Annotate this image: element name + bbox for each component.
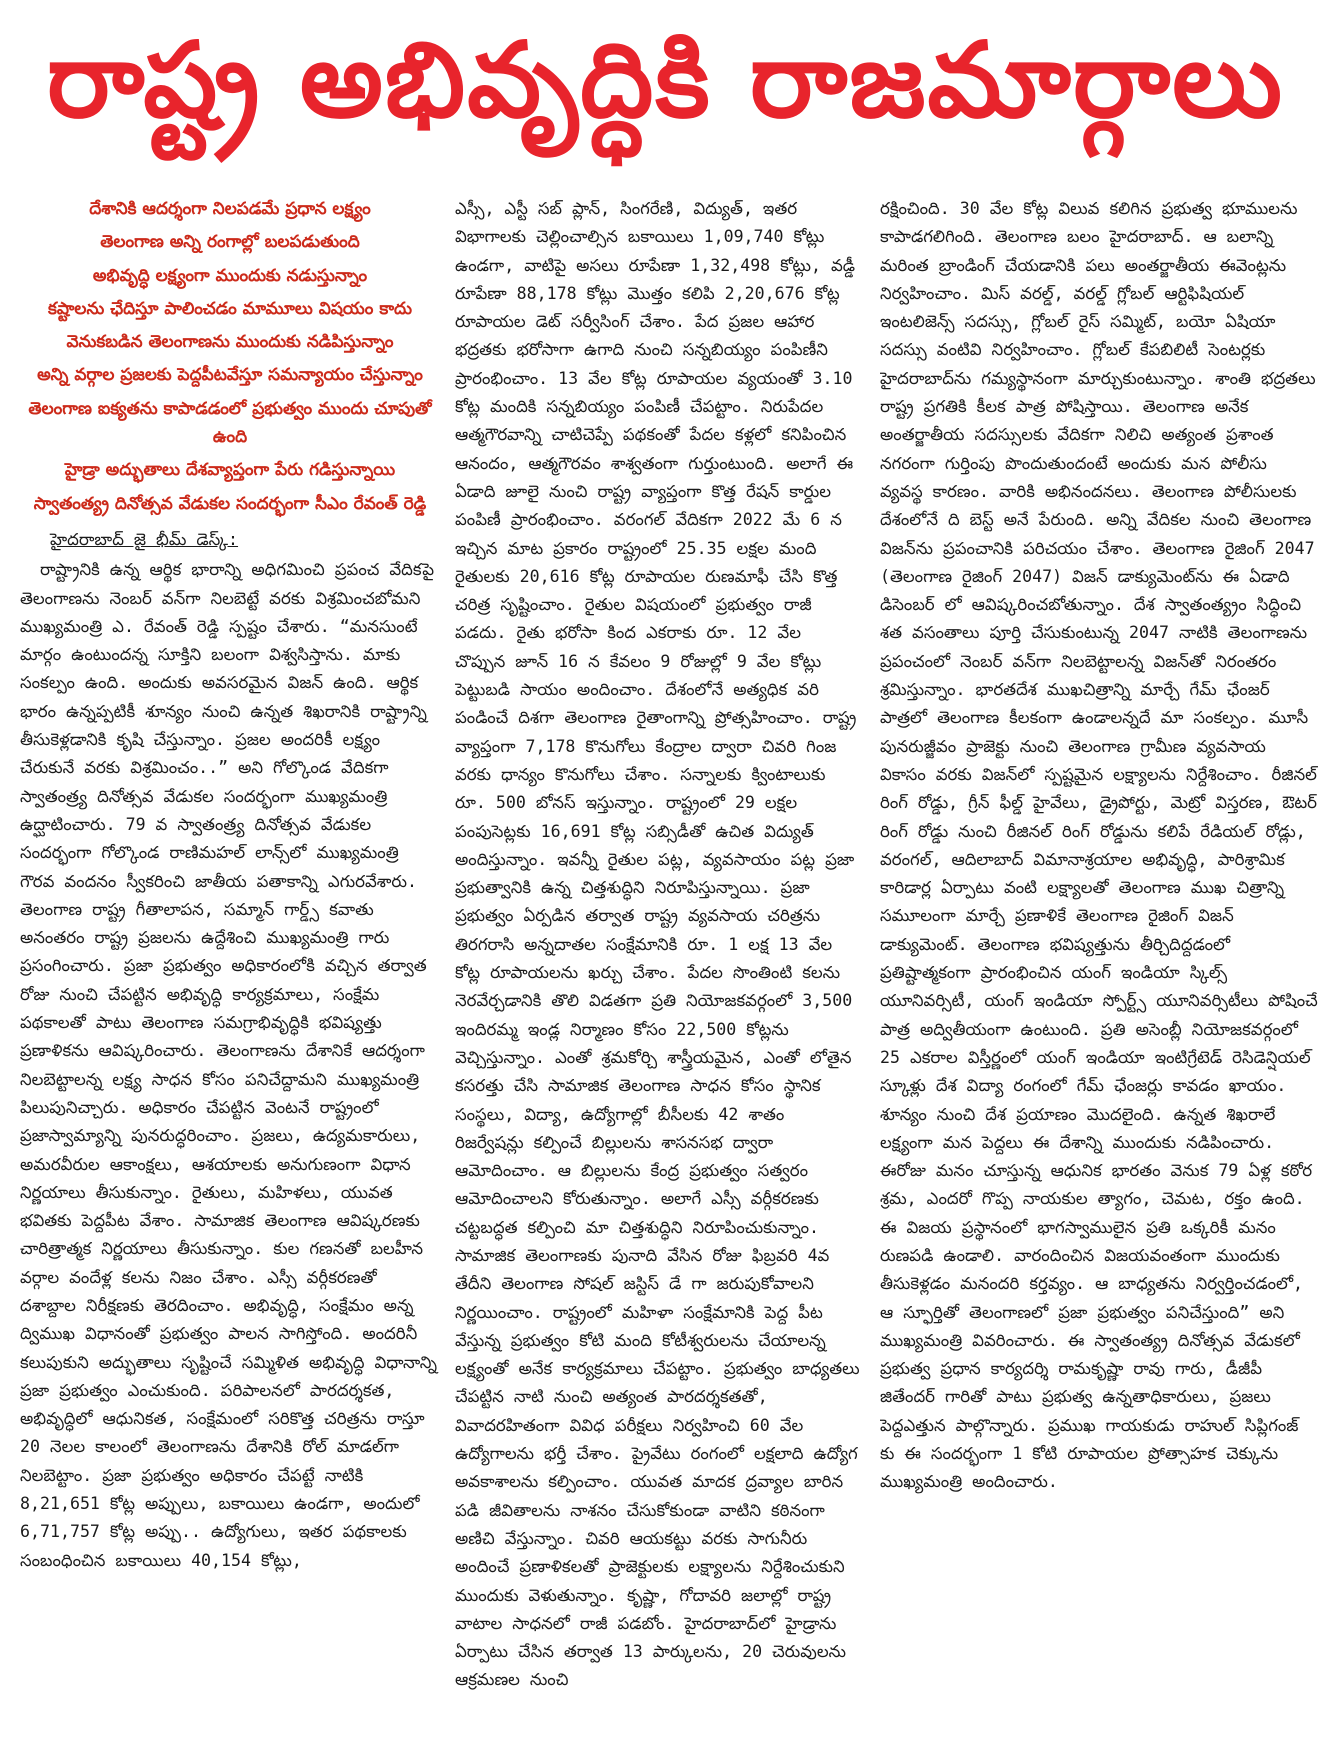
highlight-line: కష్టాలను ఛేదిస్తూ పాలించడం మామూలు విషయం కాదు bbox=[48, 298, 412, 319]
highlight-line: స్వాతంత్య్ర దినోత్సవ వేడుకల సందర్భంగా సీఎం రేవంత్ రెడ్డి bbox=[33, 493, 427, 514]
highlight-line: దేశానికి ఆదర్శంగా నిలపడమే ప్రధాన లక్ష్యం bbox=[89, 199, 371, 219]
dateline: హైదరాబాద్ జై భీమ్ డెస్క్: bbox=[50, 529, 239, 549]
highlight-line: తెలంగాణ ఐక్యతను కాపాడడంలో ప్రభుత్వం ముందు చూపుతో ఉంది bbox=[28, 398, 432, 448]
highlight-line: తెలంగాణ అన్ని రంగాల్లో బలపడుతుంది bbox=[100, 232, 360, 253]
headline: రాష్ట్ర అభివృద్ధికి రాజమార్గాలు bbox=[47, 18, 1284, 141]
highlight-line: అన్ని వర్గాల ప్రజలకు పెద్దపీటవేస్తూ సమన్యాయం చేస్తున్నాం bbox=[37, 365, 423, 386]
highlight-line: వెనుకబడిన తెలంగాణను ముందుకు నడిపిస్తున్నాం bbox=[66, 332, 394, 353]
column-2 bbox=[455, 195, 860, 1750]
article-body-column-2: ఎస్సీ, ఎస్టీ సబ్ ప్లాన్, సింగరేణి, విద్యుత్, ఇతర విభాగాలకు చెల్లించాల్సిన బకాయిలు 1,09,740 కోట్లు ఉండగా, వాటిపై అసలు రూపేణా 1,32,498 కోట్లు, వడ్డీ రూపేణా 88,178 కోట్లు మొత్తం కలిపి 2,20,676 కోట్ల రూపాయల డెట్ సర్వీసింగ్ చేశాం. పేద ప్రజల ఆహార భద్రతకు భరోసాగా ఉగాది నుంచి సన్నబియ్యం పంపిణీని ప్రారంభించాం. 13 వేల కోట్ల రూపాయల వ్యయంతో 3.10 కోట్ల మందికి సన్నబియ్యం పంపిణీ చేపట్టాం. నిరుపేదల ఆత్మగౌరవాన్ని చాటిచెప్పే పథకంతో పేదల కళ్లలో కనిపించిన ఆనందం, ఆత్మగౌరవం శాశ్వతంగా గుర్తుంటుంది. అలాగే ఈ ఏడాది జూలై నుంచి రాష్ట్ర వ్యాప్తంగా కొత్త రేషన్ కార్డుల పంపిణీ ప్రారంభించాం. వరంగల్ వేదికగా 2022 మే 6 న ఇచ్చిన మాట ప్రకారం రాష్ట్రంలో 25.35 లక్షల మంది రైతులకు 20,616 కోట్ల రూపాయల రుణమాఫీ చేసి కొత్త చరిత్ర సృష్టించాం. రైతుల విషయంలో ప్రభుత్వం రాజీ పడదు. రైతు భరోసా కింద ఎకరాకు రూ. 12 వేల చొప్పున జూన్ 16 న కేవలం 9 రోజుల్లో 9 వేల కోట్లు పెట్టుబడి సాయం అందించాం. దేశంలోనే అత్యధిక వరి పండించే దిశగా తెలంగాణ రైతాంగాన్ని ప్రోత్సహించాం. రాష్ట్ర వ్యాప్తంగా 7,178 కొనుగోలు కేంద్రాల ద్వారా చివరి గింజ వరకు ధాన్యం కొనుగోలు చేశాం. సన్నాలకు క్వింటాలుకు రూ. 500 బోనస్ ఇస్తున్నాం. రాష్ట్రంలో 29 లక్షల పంపుసెట్లకు 16,691 కోట్ల సబ్సిడీతో ఉచిత విద్యుత్ అందిస్తున్నాం. ఇవన్నీ రైతుల పట్ల, వ్యవసాయం పట్ల ప్రజా ప్రభుత్వానికి ఉన్న చిత్తశుద్ధిని నిరూపిస్తున్నాయి. ప్రజా ప్రభుత్వం ఏర్పడిన తర్వాత రాష్ట్ర వ్యవసాయ చరిత్రను తిరగరాసి అన్నదాతల సంక్షేమానికి రూ. 1 లక్ష 13 వేల కోట్ల రూపాయలను ఖర్చు చేశాం. పేదల సొంతింటి కలను నెరవేర్చడానికి తొలి విడతగా ప్రతి నియోజకవర్గంలో 3,500 ఇందిరమ్మ ఇండ్ల నిర్మాణం కోసం 22,500 కోట్లను వెచ్చిస్తున్నాం. ఎంతో శ్రమకోర్చి శాస్త్రీయమైన, ఎంతో లోతైన కసరత్తు చేసి సామాజిక తెలంగాణ సాధన కోసం స్థానిక సంస్థలు, విద్యా, ఉద్యోగాల్లో బీసీలకు 42 శాతం రిజర్వేషన్లు కల్పించే బిల్లులను శాసనసభ ద్వారా ఆమోదించాం. ఆ బిల్లులను కేంద్ర ప్రభుత్వం సత్వరం ఆమోదించాలని కోరుతున్నాం. అలాగే ఎస్సీ వర్గీకరణకు చట్టబద్ధత కల్పించి మా చిత్తశుద్ధిని నిరూపించుకున్నాం. సామాజిక తెలంగాణకు పునాది వేసిన రోజు ఫిబ్రవరి 4వ తేదీని తెలంగాణ సోషల్ జస్టిస్ డే గా జరుపుకోవాలని నిర్ణయించాం. రాష్ట్రంలో మహిళా సంక్షేమానికి పెద్ద పీట వేస్తున్న ప్రభుత్వం కోటి మంది కోటీశ్వరులను చేయాలన్న లక్ష్యంతో అనేక కార్యక్రమాలు చేపట్టాం. ప్రభుత్వం బాధ్యతలు చేపట్టిన నాటి నుంచి అత్యంత పారదర్శకతతో, వివాదరహితంగా వివిధ పరీక్షలు నిర్వహించి 60 వేల ఉద్యోగాలను భర్తీ చేశాం. ప్రైవేటు రంగంలో లక్షలాది ఉద్యోగ అవకాశాలను కల్పించాం. యువత మాదక ద్రవ్యాల బారిన పడి జీవితాలను నాశనం చేసుకోకుండా వాటిని కఠినంగా అణిచి వేస్తున్నాం. చివరి ఆయకట్టు వరకు సాగునీరు అందించే ప్రణాళికలతో ప్రాజెక్టులకు లక్ష్యాలను నిర్దేశించుకుని ముందుకు వెళుతున్నాం. కృష్ణా, గోదావరి జలాల్లో రాష్ట్ర వాటాల సాధనలో రాజీ పడబోం. హైదరాబాద్‌లో హైడ్రాను ఏర్పాటు చేసిన తర్వాత 13 పార్కులను, 20 చెరువులను ఆక్రమణల నుంచి bbox=[455, 199, 860, 1690]
highlights-box bbox=[20, 195, 440, 518]
article-body-column-3: రక్షించింది. 30 వేల కోట్ల విలువ కలిగిన ప్రభుత్వ భూములను కాపాడగలిగింది. తెలంగాణ బలం హైదరాబాద్. ఆ బలాన్ని మరింత బ్రాండింగ్ చేయడానికి పలు అంతర్జాతీయ ఈవెంట్లను నిర్వహించాం. మిస్ వరల్డ్, వరల్డ్ గ్లోబల్ ఆర్టిఫిషియల్ ఇంటలిజెన్స్ సదస్సు, గ్లోబల్ రైస్ సమ్మిట్, బయో ఏషియా సదస్సు వంటివి నిర్వహించాం. గ్లోబల్ కేపబిలిటీ సెంటర్లకు హైదరాబాద్‌ను గమ్యస్థానంగా మార్చుకుంటున్నాం. శాంతి భద్రతలు రాష్ట్ర ప్రగతికి కీలక పాత్ర పోషిస్తాయి. తెలంగాణ అనేక అంతర్జాతీయ సదస్సులకు వేదికగా నిలిచి అత్యంత ప్రశాంత నగరంగా గుర్తింపు పొందుతుందంటే అందుకు మన పోలీసు వ్యవస్థ కారణం. వారికి అభినందనలు. తెలంగాణ పోలీసులకు దేశంలోనే ది బెస్ట్ అనే పేరుంది. అన్ని వేదికల నుంచి తెలంగాణ విజన్‌ను ప్రపంచానికి పరిచయం చేశాం. తెలంగాణ రైజింగ్ 2047 (తెలంగాణ రైజింగ్ 2047) విజన్ డాక్యుమెంట్‌ను ఈ ఏడాది డిసెంబర్ లో ఆవిష్కరించబోతున్నాం. దేశ స్వాతంత్య్రం సిద్ధించి శత వసంతాలు పూర్తి చేసుకుంటున్న 2047 నాటికి తెలంగాణను ప్రపంచంలో నెంబర్ వన్‌గా నిలబెట్టాలన్న విజన్‌తో నిరంతరం శ్రమిస్తున్నాం. భారతదేశ ముఖచిత్రాన్ని మార్చే గేమ్ ఛేంజర్ పాత్రలో తెలంగాణ కీలకంగా ఉండాలన్నదే మా సంకల్పం. మూసీ పునరుజ్జీవం ప్రాజెక్టు నుంచి తెలంగాణ గ్రామీణ వ్యవసాయ వికాసం వరకు విజన్‌లో స్పష్టమైన లక్ష్యాలను నిర్దేశించాం. రీజినల్ రింగ్ రోడ్డు, గ్రీన్ ఫీల్డ్ హైవేలు, డ్రైపోర్టు, మెట్రో విస్తరణ, ఔటర్ రింగ్ రోడ్డు నుంచి రీజినల్ రింగ్ రోడ్డును కలిపే రేడియల్ రోడ్లు, వరంగల్, ఆదిలాబాద్ విమానాశ్రయాల అభివృద్ధి, పారిశ్రామిక కారిడార్ల ఏర్పాటు వంటి లక్ష్యాలతో తెలంగాణ ముఖ చిత్రాన్ని సమూలంగా మార్చే ప్రణాళికే తెలంగాణ రైజింగ్ విజన్ డాక్యుమెంట్. తెలంగాణ భవిష్యత్తును తీర్చిదిద్దడంలో ప్రతిష్టాత్మకంగా ప్రారంభించిన యంగ్ ఇండియా స్కిల్స్ యూనివర్సిటీ, యంగ్ ఇండియా స్పోర్ట్స్ యూనివర్సిటీలు పోషించే పాత్ర అద్వితీయంగా ఉంటుంది. ప్రతి అసెంబ్లీ నియోజకవర్గంలో 25 ఎకరాల విస్తీర్ణంలో యంగ్ ఇండియా ఇంటిగ్రేటెడ్ రెసిడెన్షియల్ స్కూళ్లు దేశ విద్యా రంగంలో గేమ్ ఛేంజర్లు కావడం ఖాయం. శూన్యం నుంచి దేశ ప్రయాణం మొదలైంది. ఉన్నత శిఖరాలే లక్ష్యంగా మన పెద్దలు ఈ దేశాన్ని ముందుకు నడిపించారు. ఈరోజు మనం చూస్తున్న ఆధునిక భారతం వెనుక 79 ఏళ్ల కఠోర శ్రమ, ఎందరో గొప్ప నాయకుల త్యాగం, చెమట, రక్తం ఉంది. ఈ విజయ ప్రస్థానంలో భాగస్వాములైన ప్రతి ఒక్కరికీ మనం రుణపడి ఉండాలి. వారందించిన విజయవంతంగా ముందుకు తీసుకెళ్లడం మనందరి కర్తవ్యం. ఆ బాధ్యతను నిర్వర్తించడంలో, ఆ స్ఫూర్తితో తెలంగాణలో ప్రజా ప్రభుత్వం పనిచేస్తుంది” అని ముఖ్యమంత్రి వివరించారు. ఈ స్వాతంత్య్ర దినోత్సవ వేడుకలో ప్రభుత్వ ప్రధాన కార్యదర్శి రామకృష్ణా రావు గారు, డీజీపీ జితేందర్ గారితో పాటు ప్రభుత్వ ఉన్నతాధికారులు, ప్రజలు పెద్దఎత్తున పాల్గొన్నారు. ప్రముఖ గాయకుడు రాహుల్ సిప్లిగంజ్ కు ఈ సందర్భంగా 1 కోటి రూపాయల ప్రోత్సాహక చెక్కును ముఖ్యమంత్రి అందించారు. bbox=[880, 199, 1318, 1492]
column-3 bbox=[880, 195, 1318, 1750]
highlight-line: అభివృద్ధి లక్ష్యంగా ముందుకు నడుస్తున్నాం bbox=[92, 265, 368, 286]
highlight-line: హైడ్రా అద్భుతాలు దేశవ్యాప్తంగా పేరు గడిస్తున్నాయి bbox=[64, 460, 396, 481]
column-1 bbox=[20, 195, 440, 1750]
article-body-column-1: రాష్ట్రానికి ఉన్న ఆర్థిక భారాన్ని అధిగమించి ప్రపంచ వేదికపై తెలంగాణను నెంబర్ వన్‌గా నిలబెట్టే వరకు విశ్రమించబోమని ముఖ్యమంత్రి ఎ. రేవంత్ రెడ్డి స్పష్టం చేశారు. “మనసుంటే మార్గం ఉంటుందన్న సూక్తిని బలంగా విశ్వసిస్తాను. మాకు సంకల్పం ఉంది. అందుకు అవసరమైన విజన్ ఉంది. ఆర్థిక భారం ఉన్నప్పటికీ శూన్యం నుంచి ఉన్నత శిఖరానికి రాష్ట్రాన్ని తీసుకెళ్లడానికి కృషి చేస్తున్నాం. ప్రజల అందరికీ లక్ష్యం చేరుకునే వరకు విశ్రమించం..” అని గోల్కొండ వేదికగా స్వాతంత్ర్య దినోత్సవ వేడుకల సందర్భంగా ముఖ్యమంత్రి ఉద్ఘాటించారు. 79 వ స్వాతంత్ర్య దినోత్సవ వేడుకల సందర్భంగా గోల్కొండ రాణిమహల్ లాన్స్‌లో ముఖ్యమంత్రి గౌరవ వందనం స్వీకరించి జాతీయ పతాకాన్ని ఎగురవేశారు. తెలంగాణ రాష్ట్ర గీతాలాపన, సమ్మాన్ గార్డ్స్ కవాతు అనంతరం రాష్ట్ర ప్రజలను ఉద్దేశించి ముఖ్యమంత్రి గారు ప్రసంగించారు. ప్రజా ప్రభుత్వం అధికారంలోకి వచ్చిన తర్వాత రోజు నుంచి చేపట్టిన అభివృద్ధి కార్యక్రమాలు, సంక్షేమ పథకాలతో పాటు తెలంగాణ సమగ్రాభివృద్ధికి భవిష్యత్తు ప్రణాళికను ఆవిష్కరించారు. తెలంగాణను దేశానికే ఆదర్శంగా నిలబెట్టాలన్న లక్ష్య సాధన కోసం పనిచేద్దామని ముఖ్యమంత్రి పిలుపునిచ్చారు. అధికారం చేపట్టిన వెంటనే రాష్ట్రంలో ప్రజాస్వామ్యాన్ని పునరుద్ధరించాం. ప్రజలు, ఉద్యమకారులు, అమరవీరుల ఆకాంక్షలు, ఆశయాలకు అనుగుణంగా విధాన నిర్ణయాలు తీసుకున్నాం. రైతులు, మహిళలు, యువత భవితకు పెద్దపీట వేశాం. సామాజిక తెలంగాణ ఆవిష్కరణకు చారిత్రాత్మక నిర్ణయాలు తీసుకున్నాం. కుల గణనతో బలహీన వర్గాల వందేళ్ల కలను నిజం చేశాం. ఎస్సీ వర్గీకరణతో దశాబ్దాల నిరీక్షణకు తెరదించాం. అభివృద్ధి, సంక్షేమం అన్న ద్విముఖ విధానంతో ప్రభుత్వం పాలన సాగిస్తోంది. అందరినీ కలుపుకుని అద్భుతాలు సృష్టించే సమ్మిళిత అభివృద్ధి విధానాన్ని ప్రజా ప్రభుత్వం ఎంచుకుంది. పరిపాలనలో పారదర్శకత, అభివృద్ధిలో ఆధునికత, సంక్షేమంలో సరికొత్త చరిత్రను రాస్తూ 20 నెలల కాలంలో తెలంగాణను దేశానికి రోల్ మాడల్‌గా నిలబెట్టాం. ప్రజా ప్రభుత్వం అధికారం చేపట్టే నాటికి 8,21,651 కోట్ల అప్పులు, బకాయిలు ఉండగా, అందులో 6,71,757 కోట్ల అప్పు.. ఉద్యోగులు, ఇతర పథకాలకు సంబంధించిన బకాయిలు 40,154 కోట్లు, bbox=[20, 560, 438, 1570]
